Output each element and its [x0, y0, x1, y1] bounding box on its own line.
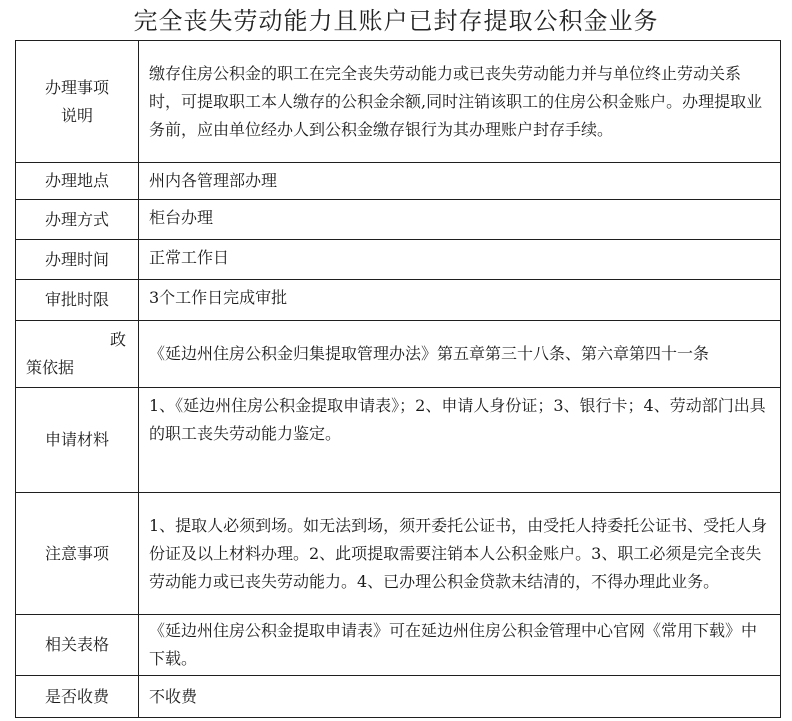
row-value: 1、《延边州住房公积金提取申请表》；2、申请人身份证；3、银行卡；4、劳动部门出具的职工丧失劳动能力鉴定。	[139, 388, 781, 493]
table-row	[16, 280, 781, 321]
table-row	[16, 493, 781, 615]
table-row	[16, 321, 781, 388]
row-label: 申请材料	[16, 388, 139, 493]
row-label	[16, 321, 139, 388]
row-label-line: 办理事项	[44, 77, 109, 97]
row-label: 审批时限	[16, 280, 139, 321]
row-value: 不收费	[139, 676, 781, 718]
row-label-line: 政	[109, 330, 126, 349]
row-value: 柜台办理	[139, 200, 781, 240]
table-row	[16, 200, 781, 240]
table-row	[16, 240, 781, 280]
row-label: 是否收费	[16, 676, 139, 718]
row-label: 办理方式	[16, 200, 139, 240]
row-value: 3个工作日完成审批	[139, 280, 781, 321]
row-label: 注意事项	[16, 493, 139, 615]
row-value: 正常工作日	[139, 240, 781, 280]
row-value: 《延边州住房公积金归集提取管理办法》第五章第三十八条、第六章第四十一条	[139, 321, 781, 388]
table-row	[16, 676, 781, 718]
table-row	[16, 41, 781, 163]
row-label	[16, 41, 139, 163]
row-label: 相关表格	[16, 615, 139, 676]
row-value: 1、提取人必须到场。如无法到场，须开委托公证书，由受托人持委托公证书、受托人身份证及以上材料办理。2、此项提取需要注销本人公积金账户。3、职工必须是完全丧失劳动能力或已丧失劳动能力。4、已办理公积金贷款未结清的，不得办理此业务。	[139, 493, 781, 615]
info-table	[15, 40, 781, 718]
page-title: 完全丧失劳动能力且账户已封存提取公积金业务	[133, 7, 659, 35]
row-value: 《延边州住房公积金提取申请表》可在延边州住房公积金管理中心官网《常用下载》中下载。	[139, 615, 781, 676]
row-value: 州内各管理部办理	[139, 163, 781, 200]
row-label-line: 策依据	[26, 358, 75, 377]
row-label: 办理时间	[16, 240, 139, 280]
table-row	[16, 388, 781, 493]
row-label: 办理地点	[16, 163, 139, 200]
row-value: 缴存住房公积金的职工在完全丧失劳动能力或已丧失劳动能力并与单位终止劳动关系时，可提取职工本人缴存的公积金余额,同时注销该职工的住房公积金账户。办理提取业务前，应由单位经办人到公积金缴存银行为其办理账户封存手续。	[139, 41, 781, 163]
row-label-line: 说明	[60, 105, 93, 125]
table-row	[16, 163, 781, 200]
table-row	[16, 615, 781, 676]
